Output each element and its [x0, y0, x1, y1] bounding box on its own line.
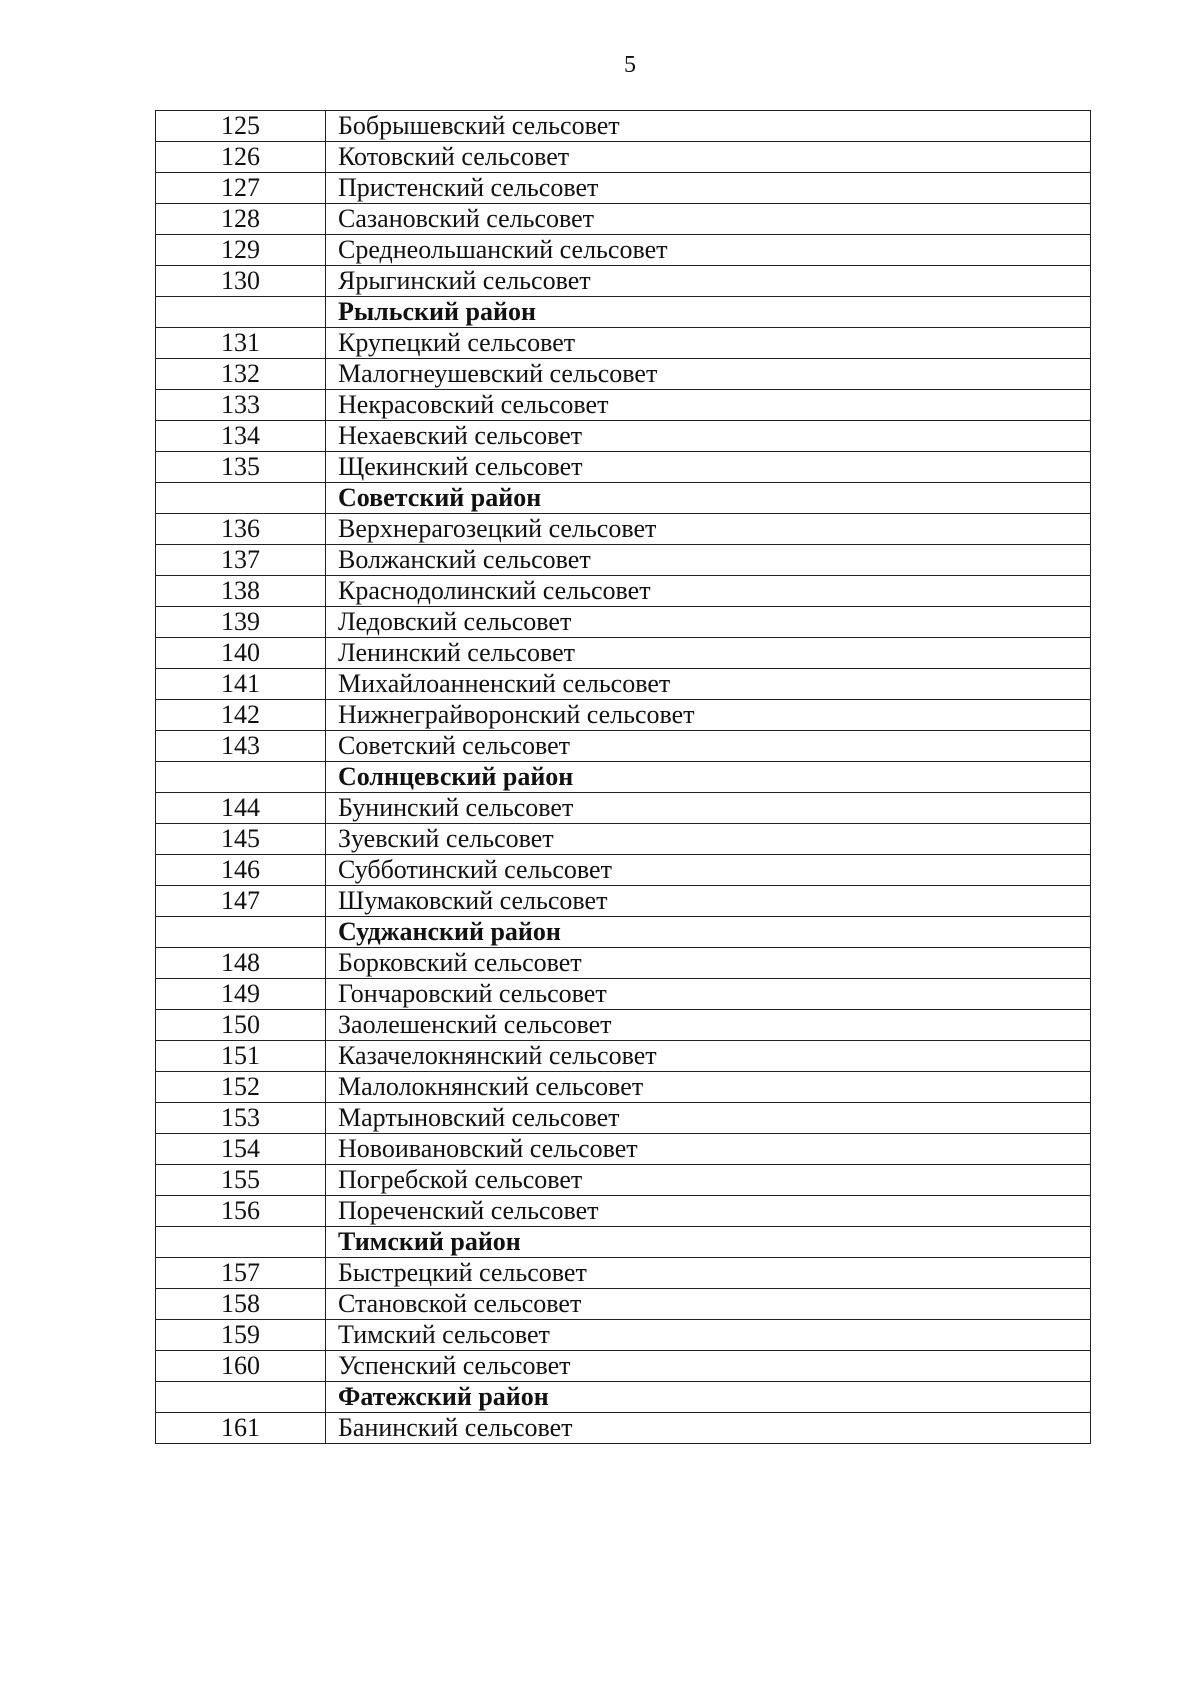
table-row	[156, 669, 1091, 700]
settlement-name-cell: Успенский сельсовет	[326, 1351, 1091, 1382]
settlement-name-cell: Котовский сельсовет	[326, 142, 1091, 173]
settlement-name-cell: Гончаровский сельсовет	[326, 979, 1091, 1010]
settlement-name-cell: Верхнерагозецкий сельсовет	[326, 514, 1091, 545]
table-row	[156, 204, 1091, 235]
table-row	[156, 142, 1091, 173]
row-number-cell: 131	[156, 328, 326, 359]
table-row	[156, 700, 1091, 731]
settlement-name-cell: Малолокнянский сельсовет	[326, 1072, 1091, 1103]
table-row	[156, 824, 1091, 855]
settlement-name-cell: Михайлоанненский сельсовет	[326, 669, 1091, 700]
district-header-row	[156, 1382, 1091, 1413]
row-number-cell: 136	[156, 514, 326, 545]
district-name-cell: Тимский район	[326, 1227, 1091, 1258]
row-number-cell: 134	[156, 421, 326, 452]
table-row	[156, 514, 1091, 545]
table-row	[156, 1258, 1091, 1289]
district-header-row	[156, 483, 1091, 514]
table-row	[156, 359, 1091, 390]
table-row	[156, 1072, 1091, 1103]
settlement-name-cell: Заолешенский сельсовет	[326, 1010, 1091, 1041]
settlement-name-cell: Щекинский сельсовет	[326, 452, 1091, 483]
row-number-cell: 157	[156, 1258, 326, 1289]
row-number-cell: 146	[156, 855, 326, 886]
row-number-cell	[156, 483, 326, 514]
row-number-cell: 155	[156, 1165, 326, 1196]
settlement-name-cell: Нижнеграйворонский сельсовет	[326, 700, 1091, 731]
table-row	[156, 793, 1091, 824]
settlement-name-cell: Некрасовский сельсовет	[326, 390, 1091, 421]
table-row	[156, 638, 1091, 669]
table-row	[156, 1196, 1091, 1227]
settlement-name-cell: Погребской сельсовет	[326, 1165, 1091, 1196]
settlement-name-cell: Субботинский сельсовет	[326, 855, 1091, 886]
settlement-name-cell: Становской сельсовет	[326, 1289, 1091, 1320]
table-row	[156, 421, 1091, 452]
table-row	[156, 1320, 1091, 1351]
district-header-row	[156, 1227, 1091, 1258]
table-row	[156, 1103, 1091, 1134]
table-row	[156, 731, 1091, 762]
row-number-cell: 143	[156, 731, 326, 762]
table-row	[156, 1134, 1091, 1165]
table-row	[156, 111, 1091, 142]
table-row	[156, 390, 1091, 421]
settlement-name-cell: Шумаковский сельсовет	[326, 886, 1091, 917]
table-row	[156, 266, 1091, 297]
settlement-name-cell: Нехаевский сельсовет	[326, 421, 1091, 452]
settlement-name-cell: Малогнеушевский сельсовет	[326, 359, 1091, 390]
row-number-cell: 135	[156, 452, 326, 483]
row-number-cell: 147	[156, 886, 326, 917]
row-number-cell: 129	[156, 235, 326, 266]
row-number-cell: 158	[156, 1289, 326, 1320]
settlement-name-cell: Крупецкий сельсовет	[326, 328, 1091, 359]
row-number-cell: 144	[156, 793, 326, 824]
settlement-name-cell: Тимский сельсовет	[326, 1320, 1091, 1351]
settlement-name-cell: Казачелокнянский сельсовет	[326, 1041, 1091, 1072]
row-number-cell: 142	[156, 700, 326, 731]
settlement-name-cell: Бобрышевский сельсовет	[326, 111, 1091, 142]
row-number-cell	[156, 1382, 326, 1413]
settlement-name-cell: Борковский сельсовет	[326, 948, 1091, 979]
settlement-name-cell: Среднеольшанский сельсовет	[326, 235, 1091, 266]
row-number-cell: 152	[156, 1072, 326, 1103]
district-header-row	[156, 297, 1091, 328]
row-number-cell: 128	[156, 204, 326, 235]
settlement-name-cell: Бунинский сельсовет	[326, 793, 1091, 824]
district-name-cell: Советский район	[326, 483, 1091, 514]
row-number-cell: 125	[156, 111, 326, 142]
settlement-name-cell: Сазановский сельсовет	[326, 204, 1091, 235]
table-row	[156, 948, 1091, 979]
row-number-cell: 133	[156, 390, 326, 421]
settlement-name-cell: Советский сельсовет	[326, 731, 1091, 762]
table-row	[156, 576, 1091, 607]
table-row	[156, 855, 1091, 886]
table-row	[156, 328, 1091, 359]
row-number-cell: 126	[156, 142, 326, 173]
row-number-cell: 141	[156, 669, 326, 700]
row-number-cell: 138	[156, 576, 326, 607]
settlement-name-cell: Ленинский сельсовет	[326, 638, 1091, 669]
table-row	[156, 1041, 1091, 1072]
table-row	[156, 979, 1091, 1010]
row-number-cell	[156, 762, 326, 793]
row-number-cell: 130	[156, 266, 326, 297]
row-number-cell: 160	[156, 1351, 326, 1382]
row-number-cell: 150	[156, 1010, 326, 1041]
settlement-name-cell: Ледовский сельсовет	[326, 607, 1091, 638]
district-name-cell: Солнцевский район	[326, 762, 1091, 793]
row-number-cell: 156	[156, 1196, 326, 1227]
settlement-name-cell: Ярыгинский сельсовет	[326, 266, 1091, 297]
row-number-cell: 140	[156, 638, 326, 669]
settlements-table	[155, 110, 1091, 1444]
row-number-cell: 145	[156, 824, 326, 855]
district-name-cell: Рыльский район	[326, 297, 1091, 328]
settlement-name-cell: Пристенский сельсовет	[326, 173, 1091, 204]
table-row	[156, 1413, 1091, 1444]
row-number-cell: 149	[156, 979, 326, 1010]
row-number-cell: 151	[156, 1041, 326, 1072]
row-number-cell: 154	[156, 1134, 326, 1165]
row-number-cell: 139	[156, 607, 326, 638]
table-row	[156, 545, 1091, 576]
settlement-name-cell: Быстрецкий сельсовет	[326, 1258, 1091, 1289]
settlement-name-cell: Банинский сельсовет	[326, 1413, 1091, 1444]
table-row	[156, 235, 1091, 266]
table-row	[156, 1165, 1091, 1196]
settlement-name-cell: Зуевский сельсовет	[326, 824, 1091, 855]
table-row	[156, 173, 1091, 204]
table-row	[156, 1289, 1091, 1320]
settlement-name-cell: Краснодолинский сельсовет	[326, 576, 1091, 607]
row-number-cell	[156, 917, 326, 948]
settlement-name-cell: Новоивановский сельсовет	[326, 1134, 1091, 1165]
settlement-name-cell: Мартыновский сельсовет	[326, 1103, 1091, 1134]
page-number: 5	[624, 52, 636, 78]
settlements-table-body	[156, 111, 1091, 1444]
row-number-cell	[156, 297, 326, 328]
table-row	[156, 1351, 1091, 1382]
settlement-name-cell: Волжанский сельсовет	[326, 545, 1091, 576]
row-number-cell: 132	[156, 359, 326, 390]
district-name-cell: Суджанский район	[326, 917, 1091, 948]
table-row	[156, 452, 1091, 483]
table-row	[156, 1010, 1091, 1041]
row-number-cell: 148	[156, 948, 326, 979]
district-header-row	[156, 917, 1091, 948]
district-name-cell: Фатежский район	[326, 1382, 1091, 1413]
row-number-cell: 137	[156, 545, 326, 576]
row-number-cell: 159	[156, 1320, 326, 1351]
district-header-row	[156, 762, 1091, 793]
row-number-cell: 161	[156, 1413, 326, 1444]
row-number-cell: 127	[156, 173, 326, 204]
row-number-cell: 153	[156, 1103, 326, 1134]
settlement-name-cell: Пореченский сельсовет	[326, 1196, 1091, 1227]
row-number-cell	[156, 1227, 326, 1258]
table-row	[156, 886, 1091, 917]
table-row	[156, 607, 1091, 638]
